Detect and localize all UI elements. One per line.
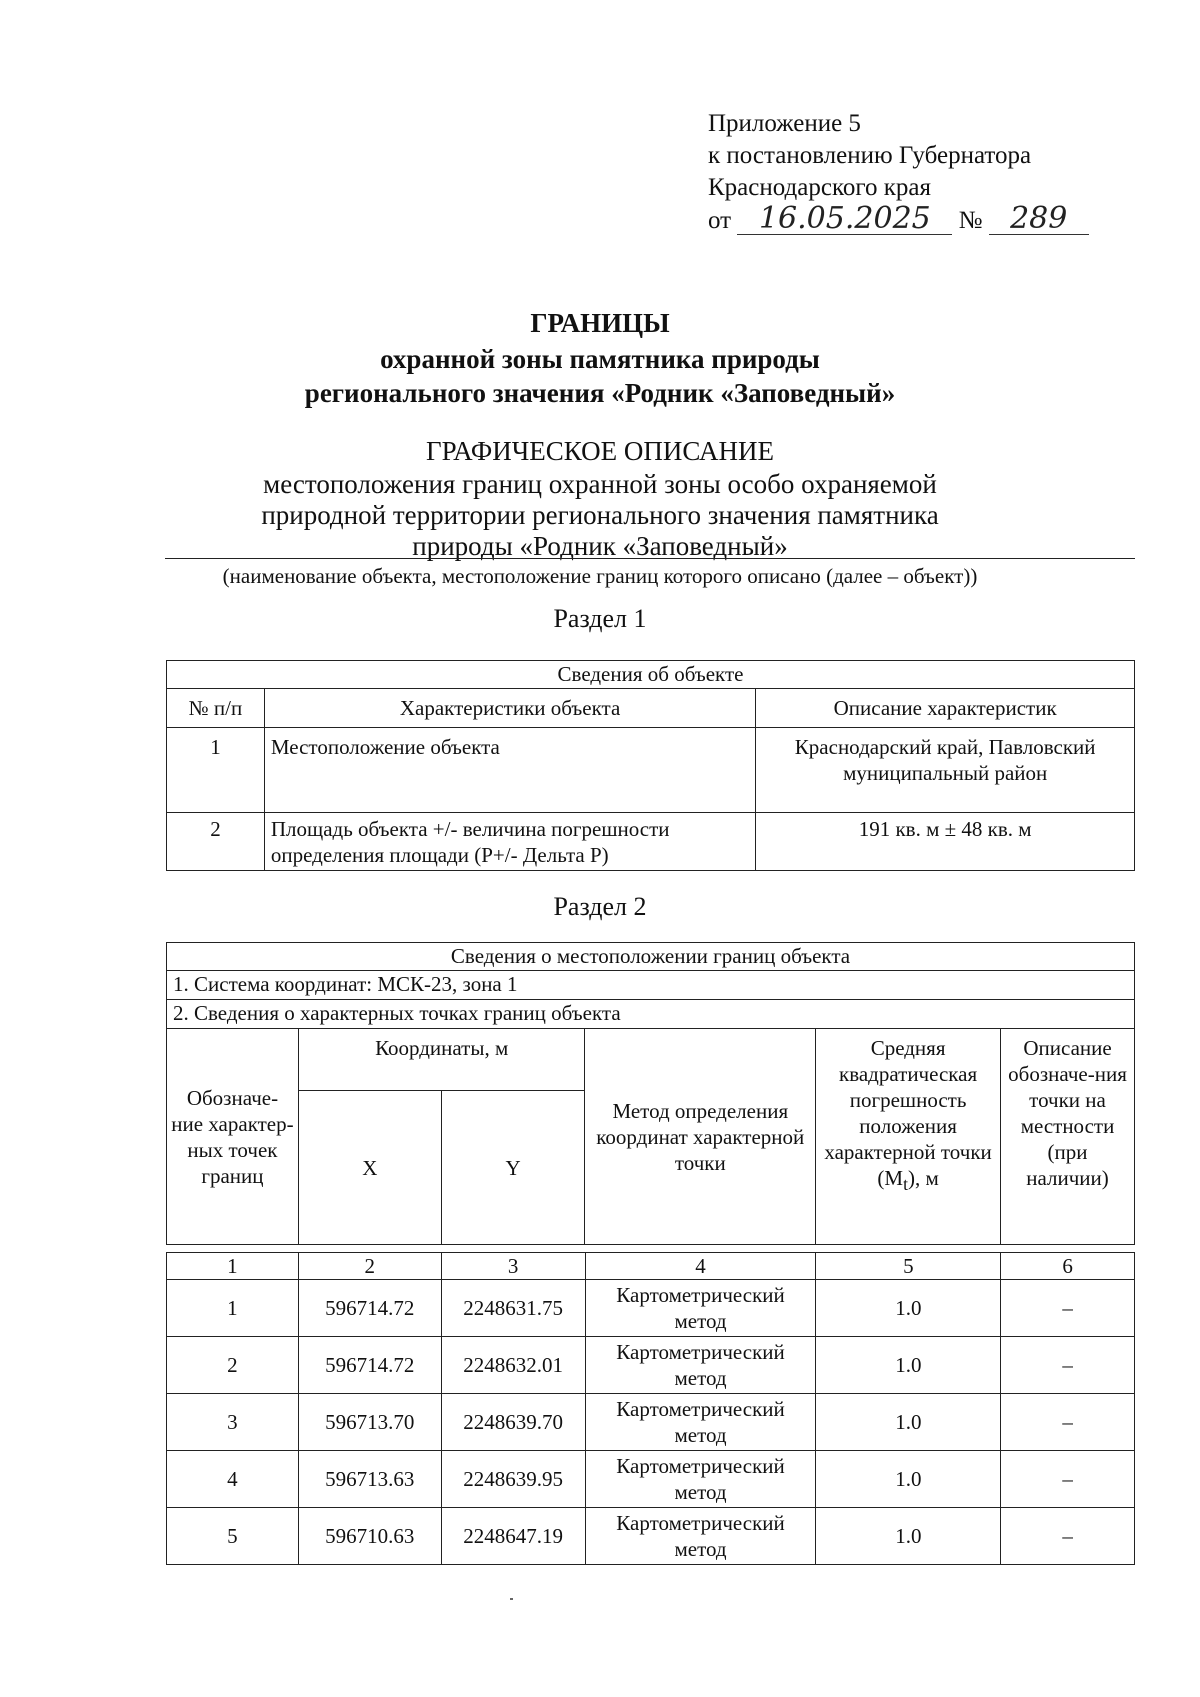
graphic-line-2: природной территории регионального значения памятника [261,500,939,530]
table-row [167,813,1135,871]
graphic-line-3: природы «Родник «Заповедный» [412,531,788,561]
coord-system: 1. Система координат: МСК-23, зона 1 [167,971,1135,1000]
point-y: 2248631.75 [441,1280,585,1337]
doc-subtitle-2: регионального значения «Родник «Заповедный» [304,378,896,408]
doc-title: ГРАНИЦЫ [530,308,670,338]
point-method: Картометрический метод [585,1394,816,1451]
header-point-description: Описание обозначе-ния точки на местности (при наличии) [1001,1029,1135,1245]
point-error: 1.0 [816,1451,1001,1508]
point-description: – [1001,1337,1135,1394]
name-hint: (наименование объекта, местоположение границ которого описано (далее – объект)) [222,564,978,588]
underline-rule [165,558,1135,559]
point-number: 1 [167,1280,299,1337]
col-number: 5 [816,1253,1001,1280]
header-coordinates: Координаты, м [298,1029,585,1091]
header-designation: Обозначе-ние характер-ных точек границ [167,1029,299,1245]
col-number: 2 [298,1253,441,1280]
row-characteristic: Местоположение объекта [264,728,755,813]
point-x: 596714.72 [298,1337,441,1394]
points-caption: 2. Сведения о характерных точках границ объекта [167,1000,1135,1029]
point-y: 2248639.95 [441,1451,585,1508]
table-row [167,1337,1135,1394]
point-y: 2248647.19 [441,1508,585,1565]
date-prefix: от [708,207,732,234]
point-description: – [1001,1451,1135,1508]
point-method: Картометрический метод [585,1337,816,1394]
point-x: 596713.70 [298,1394,441,1451]
point-number: 2 [167,1337,299,1394]
point-x: 596714.72 [298,1280,441,1337]
row-num: 1 [167,728,265,813]
section-2-title: Раздел 2 [553,892,647,921]
handwritten-date: 16.05.2025 [737,204,952,235]
appendix-date-line [708,201,1089,237]
header-error: Средняя квадратическая погрешность положения характерной точки $(M_t)$, м [816,1029,1001,1245]
col-number: 3 [441,1253,585,1280]
point-error: 1.0 [816,1337,1001,1394]
column-numbers-row [167,1253,1135,1280]
section-1-title: Раздел 1 [553,604,647,633]
point-y: 2248632.01 [441,1337,585,1394]
graphic-line-1: местоположения границ охранной зоны особо охраняемой [263,469,937,499]
graphic-heading: ГРАФИЧЕСКОЕ ОПИСАНИЕ [425,436,775,466]
handwritten-number: 289 [989,204,1089,235]
point-number: 4 [167,1451,299,1508]
appendix-line-2: к постановлению Губернатора [708,142,1032,169]
row-description: 191 кв. м ± 48 кв. м [756,813,1135,871]
point-number: 5 [167,1508,299,1565]
appendix-line-3: Краснодарского края [708,174,931,201]
boundary-caption: Сведения о местоположении границ объекта [167,943,1135,971]
boundary-points-table [166,1252,1135,1565]
point-method: Картометрический метод [585,1280,816,1337]
row-description: Краснодарский край, Павловский муниципальный район [756,728,1135,813]
row-characteristic: Площадь объекта +/- величина погрешности определения площади (Р+/- Дельта Р) [264,813,755,871]
table-row [167,1508,1135,1565]
header-num: № п/п [167,689,265,728]
header-x: X [298,1091,441,1245]
point-description: – [1001,1394,1135,1451]
header-y: Y [441,1091,585,1245]
header-method: Метод определения координат характерной точки [585,1029,816,1245]
point-error: 1.0 [816,1394,1001,1451]
col-number: 1 [167,1253,299,1280]
appendix-block [708,108,1089,237]
doc-subtitle-1: охранной зоны памятника природы [380,344,820,374]
point-description: – [1001,1280,1135,1337]
table-caption: Сведения об объекте [167,661,1135,689]
object-info-table [166,660,1135,871]
point-method: Картометрический метод [585,1451,816,1508]
point-x: 596710.63 [298,1508,441,1565]
appendix-line-1: Приложение 5 [708,110,861,137]
point-y: 2248639.70 [441,1394,585,1451]
header-characteristic: Характеристики объекта [264,689,755,728]
point-x: 596713.63 [298,1451,441,1508]
col-number: 6 [1001,1253,1135,1280]
number-prefix: № [958,207,983,234]
table-row [167,1280,1135,1337]
table-row [167,728,1135,813]
table-row [167,1394,1135,1451]
point-error: 1.0 [816,1280,1001,1337]
point-description: – [1001,1508,1135,1565]
point-error: 1.0 [816,1508,1001,1565]
header-description: Описание характеристик [756,689,1135,728]
point-number: 3 [167,1394,299,1451]
table-row [167,1451,1135,1508]
boundary-header-table [166,942,1135,1245]
scan-speck [510,1598,513,1600]
row-num: 2 [167,813,265,871]
point-method: Картометрический метод [585,1508,816,1565]
col-number: 4 [585,1253,816,1280]
